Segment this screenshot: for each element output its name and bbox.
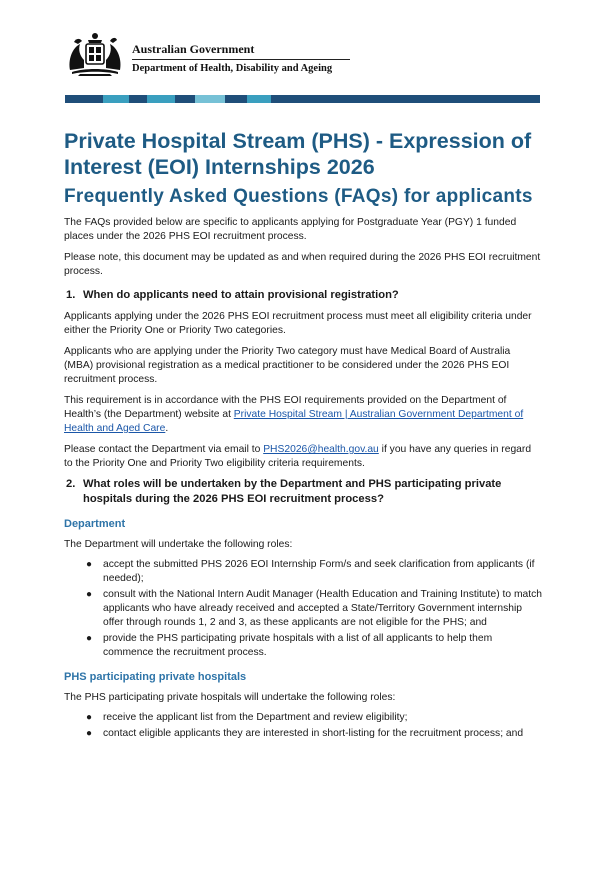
- list-item: [64, 727, 542, 741]
- q1-paragraph: [64, 443, 542, 471]
- colour-bar-segment: [225, 95, 247, 103]
- colour-bar-segment: [247, 95, 271, 103]
- document-body: [64, 128, 542, 741]
- q1-paragraph: [64, 394, 542, 436]
- bullet-icon: ●: [86, 589, 93, 600]
- department-heading: Department: [64, 518, 126, 530]
- colour-bar-segment: [175, 95, 195, 103]
- hospitals-heading: PHS participating private hospitals: [64, 671, 247, 683]
- government-name: Australian Government: [132, 42, 255, 56]
- document-subtitle: Frequently Asked Questions (FAQs) for applicants: [64, 186, 533, 207]
- question-2: [64, 477, 542, 507]
- colour-bar-segment: [65, 95, 103, 103]
- hospitals-roles-list: [64, 711, 542, 741]
- colour-bar-segment: [195, 95, 225, 103]
- question-text: What roles will be undertaken by the Department and PHS participating private hospitals during the 2026 PHS EOI recruitment process?: [83, 478, 502, 505]
- intro-note: Please note, this document may be updated as and when required during the 2026 PHS EOI recruitment process.: [64, 252, 541, 277]
- coat-of-arms-icon: [64, 30, 126, 78]
- question-1: [64, 288, 542, 303]
- intro-paragraph: The FAQs provided below are specific to applicants applying for Postgraduate Year (PGY) 1 funded places under the 2026 PHS EOI recruitment process.: [64, 217, 517, 242]
- question-text: When do applicants need to attain provisional registration?: [83, 289, 399, 301]
- phs-website-link[interactable]: Private Hospital Stream | Australian Government Department of Health and Aged Care: [64, 409, 524, 434]
- list-item: [64, 711, 542, 725]
- contact-email-link[interactable]: PHS2026@health.gov.au: [263, 444, 379, 455]
- list-item-text: contact eligible applicants they are interested in short-listing for the recruitment process; and: [103, 728, 524, 739]
- list-item: [64, 558, 542, 586]
- colour-bar-segment: [103, 95, 129, 103]
- header-divider: [132, 59, 350, 60]
- hospitals-intro: The PHS participating private hospitals will undertake the following roles:: [64, 692, 396, 703]
- q1-text: if you have any queries in regard to the Priority One and Priority Two eligibility criteria requirements.: [64, 444, 532, 469]
- q1-paragraph: Applicants who are applying under the Priority Two category must have Medical Board of Australia (MBA) provisional registration as a medical practitioner to be considered under the 2026 PHS EOI recruitment process.: [64, 346, 511, 385]
- list-item: [64, 588, 542, 630]
- colour-bar-segment: [147, 95, 175, 103]
- department-name: Department of Health, Disability and Ageing: [132, 63, 333, 74]
- bullet-icon: ●: [86, 559, 93, 570]
- list-item-text: receive the applicant list from the Department and review eligibility;: [103, 712, 408, 723]
- department-roles-list: [64, 558, 542, 660]
- colour-bar-segment: [129, 95, 147, 103]
- bullet-icon: ●: [86, 728, 93, 739]
- list-item: [64, 632, 542, 660]
- government-header: [64, 30, 364, 80]
- colour-bar: [65, 95, 540, 103]
- list-item-text: accept the submitted PHS 2026 EOI Internship Form/s and seek clarification from applicants (if needed);: [103, 559, 535, 584]
- colour-bar-segment: [271, 95, 540, 103]
- list-item-text: provide the PHS participating private hospitals with a list of all applicants to help them commence the recruitment process.: [103, 633, 493, 658]
- department-intro: The Department will undertake the following roles:: [64, 539, 293, 550]
- list-item-text: consult with the National Intern Audit Manager (Health Education and Training Institute) to match applicants who have already received and accepted a State/Territory Government internship offer through rounds 1, 2 and 3, as these applicants are not eligible for the PHS; and: [103, 589, 543, 628]
- question-number: 1.: [66, 289, 76, 301]
- q1-text: .: [165, 423, 169, 434]
- bullet-icon: ●: [86, 633, 93, 644]
- question-number: 2.: [66, 478, 76, 490]
- q1-paragraph: Applicants applying under the 2026 PHS EOI recruitment process must meet all eligibility criteria under either the Priority One or Priority Two categories.: [64, 311, 532, 336]
- bullet-icon: ●: [86, 712, 93, 723]
- q1-text: Please contact the Department via email to: [64, 444, 264, 455]
- document-title: Private Hospital Stream (PHS) - Expression of Interest (EOI) Internships 2026: [64, 129, 532, 179]
- q1-text: This requirement is in accordance with the PHS EOI requirements provided on the Department of Health’s (the Department) website at: [64, 395, 507, 420]
